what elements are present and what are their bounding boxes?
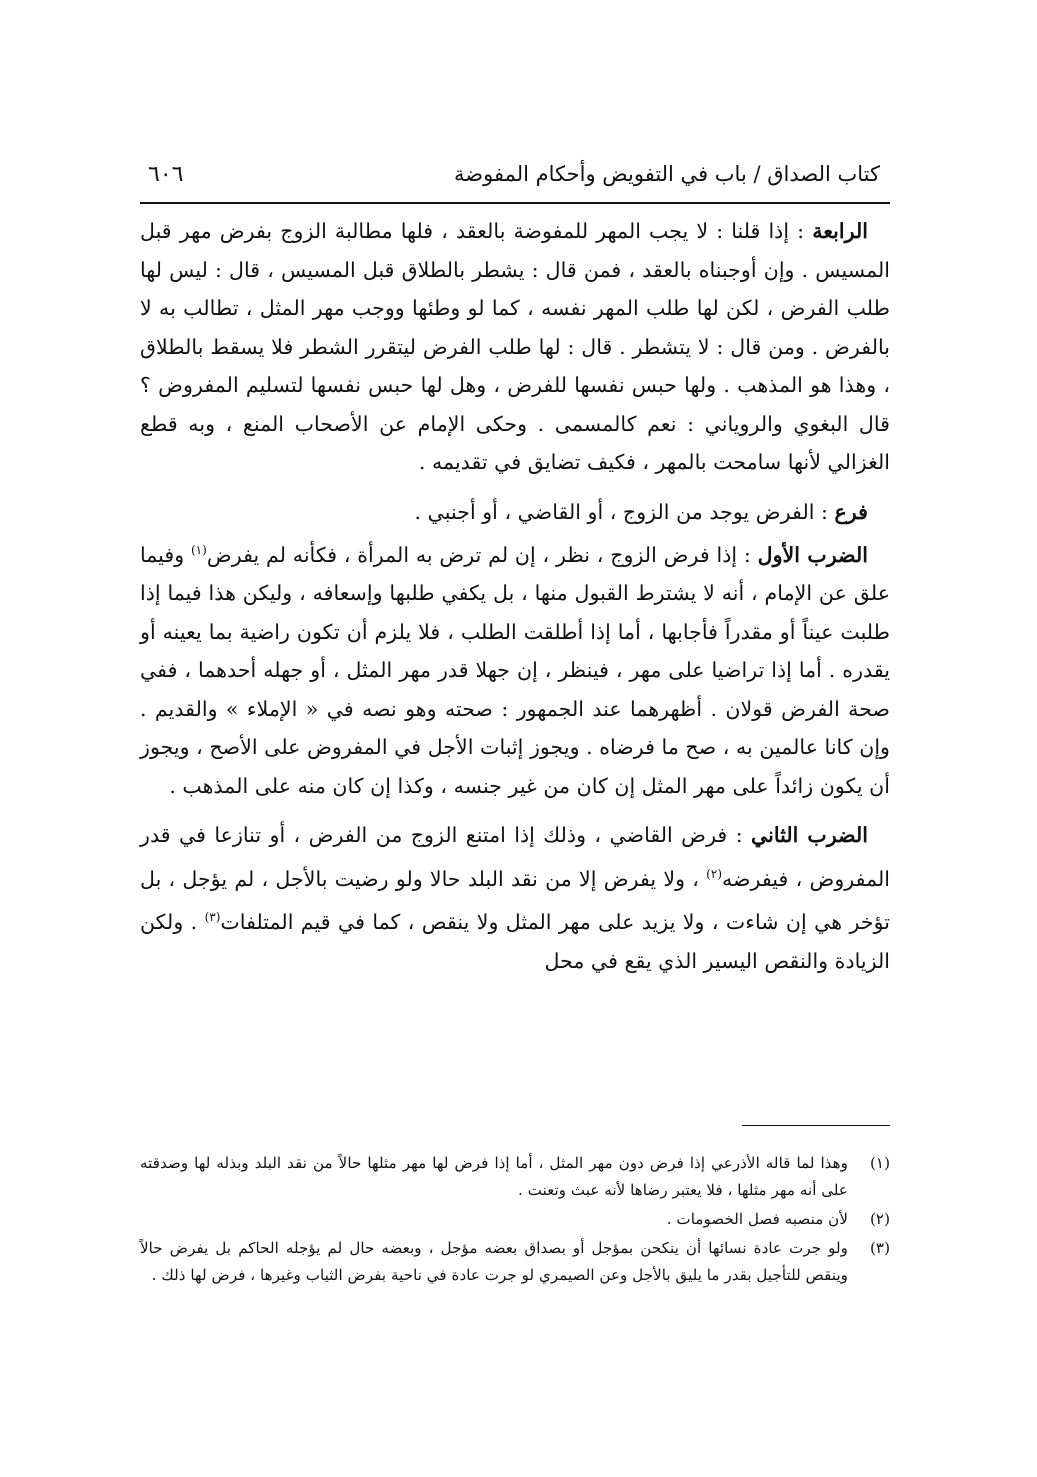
footnote-number: (٢) <box>869 1210 890 1228</box>
footnote-2 <box>140 1206 890 1233</box>
paragraph-text: : إذا فرض الزوج ، نظر ، إن لم ترض به المرأة ، فكأنه لم يفرض <box>206 542 751 567</box>
paragraph-fourth <box>140 212 890 482</box>
paragraph-text: : إذا قلنا : لا يجب المهر للمفوضة بالعقد ، فلها مطالبة الزوج بفرض مهر قبل المسيس . وإن أوجبناه بالعقد ، فمن قال : يشطر بالطلاق قبل المسيس ، قال : ليس لها طلب الفرض ، لكن لها طلب المهر نفسه ، كما لو وطئها ووجب مهر المثل ، تطالب به لا بالفرض . ومن قال : لا يتشطر . قال : لها طلب الفرض ليتقرر الشطر فلا يسقط بالطلاق ، وهذا هو المذهب . ولها حبس نفسها للفرض ، وهل لها حبس نفسها لتسليم المفروض ؟ قال البغوي والروياني : نعم كالمسمى . وحكى الإمام عن الأصحاب المنع ، وبه قطع الغزالي لأنها سامحت بالمهر ، فكيف تضايق في تقديمه . <box>140 219 890 474</box>
footnote-ref-2[interactable]: (٢) <box>706 866 722 881</box>
footnote-number: (٣) <box>869 1239 890 1257</box>
paragraph-branch <box>140 493 890 532</box>
header-rule <box>140 202 890 204</box>
paragraph-lead: الرابعة <box>812 219 868 243</box>
footnotes <box>140 1150 890 1291</box>
paragraph-lead: الضرب الأول <box>757 542 869 567</box>
footnote-text: ولو جرت عادة نسائها أن ينكحن بمؤجل أو بصداق بعضه مؤجل ، وبعضه حال لم يؤجله الحاكم بل يفرض حالاً وينقص للتأجيل بقدر ما يليق بالأجل وعن الصيمري لو جرت عادة في ناحية بفرض الثياب وغيرها ، فرض لها ذلك . <box>140 1239 848 1284</box>
footnote-ref-3[interactable]: (٣) <box>204 910 221 925</box>
footnote-number: (١) <box>869 1154 890 1172</box>
footnotes-separator <box>742 1125 890 1126</box>
footnote-1 <box>140 1150 890 1204</box>
main-text <box>140 212 890 980</box>
paragraph-second-type <box>140 816 890 980</box>
paragraph-lead: فرع <box>834 499 868 524</box>
book-page <box>140 140 890 1440</box>
paragraph-lead: الضرب الثاني <box>751 823 868 848</box>
footnote-text: لأن منصبه فصل الخصومات . <box>666 1210 848 1228</box>
paragraph-text: ، ولا يفرض إلا من نقد البلد حالا ولو رضيت بالأجل ، لم يؤجل ، بل تؤخر هي إن شاءت ، ولا يزيد على مهر المثل ولا ينقص ، كما في قيم المتلفات <box>140 866 890 935</box>
page-number: ٦٠٦ <box>148 162 184 187</box>
paragraph-text: : فرض القاضي ، وذلك إذا امتنع الزوج من الفرض ، أو تنازعا في قدر المفروض ، فيفرضه <box>140 823 890 891</box>
paragraph-text: : الفرض يوجد من الزوج ، أو القاضي ، أو أجنبي . <box>414 499 828 524</box>
paragraph-first-type <box>140 531 890 805</box>
running-title: كتاب الصداق / باب في التفويض وأحكام المفوضة <box>454 162 880 186</box>
footnote-ref-1[interactable]: (١) <box>190 543 207 557</box>
paragraph-text: . ولكن الزيادة والنقص اليسير الذي يقع في محل <box>140 910 890 973</box>
paragraph-text: وفيما علق عن الإمام ، أنه لا يشترط القبول منها ، بل يكفي طلبها وإسعافه ، وليكن هذا فيما إذا طلبت عيناً أو مقدراً فأجابها ، أما إذا أطلقت الطلب ، فلا يلزم أن تكون راضية بما يعينه أو يقدره . أما إذا تراضيا على مهر ، فينظر ، إن جهلا قدر مهر المثل ، أو جهله أحدهما ، ففي صحة الفرض قولان . أظهرهما عند الجمهور : صحته وهو نصه في « الإملاء » والقديم . وإن كانا عالمين به ، صح ما فرضاه . ويجوز إثبات الأجل في المفروض على الأصح ، ويجوز أن يكون زائداً على مهر المثل إن كان من غير جنسه ، وكذا إن كان منه على المذهب . <box>140 542 890 798</box>
footnote-text: وهذا لما قاله الأذرعي إذا فرض دون مهر المثل ، أما إذا فرض لها مهر مثلها حالاً من نقد البلد وبذله لها وصدقته على أنه مهر مثلها ، فلا يعتبر رضاها لأنه عبث وتعنت . <box>140 1154 848 1199</box>
page-header <box>140 154 890 194</box>
footnote-3 <box>140 1235 890 1289</box>
